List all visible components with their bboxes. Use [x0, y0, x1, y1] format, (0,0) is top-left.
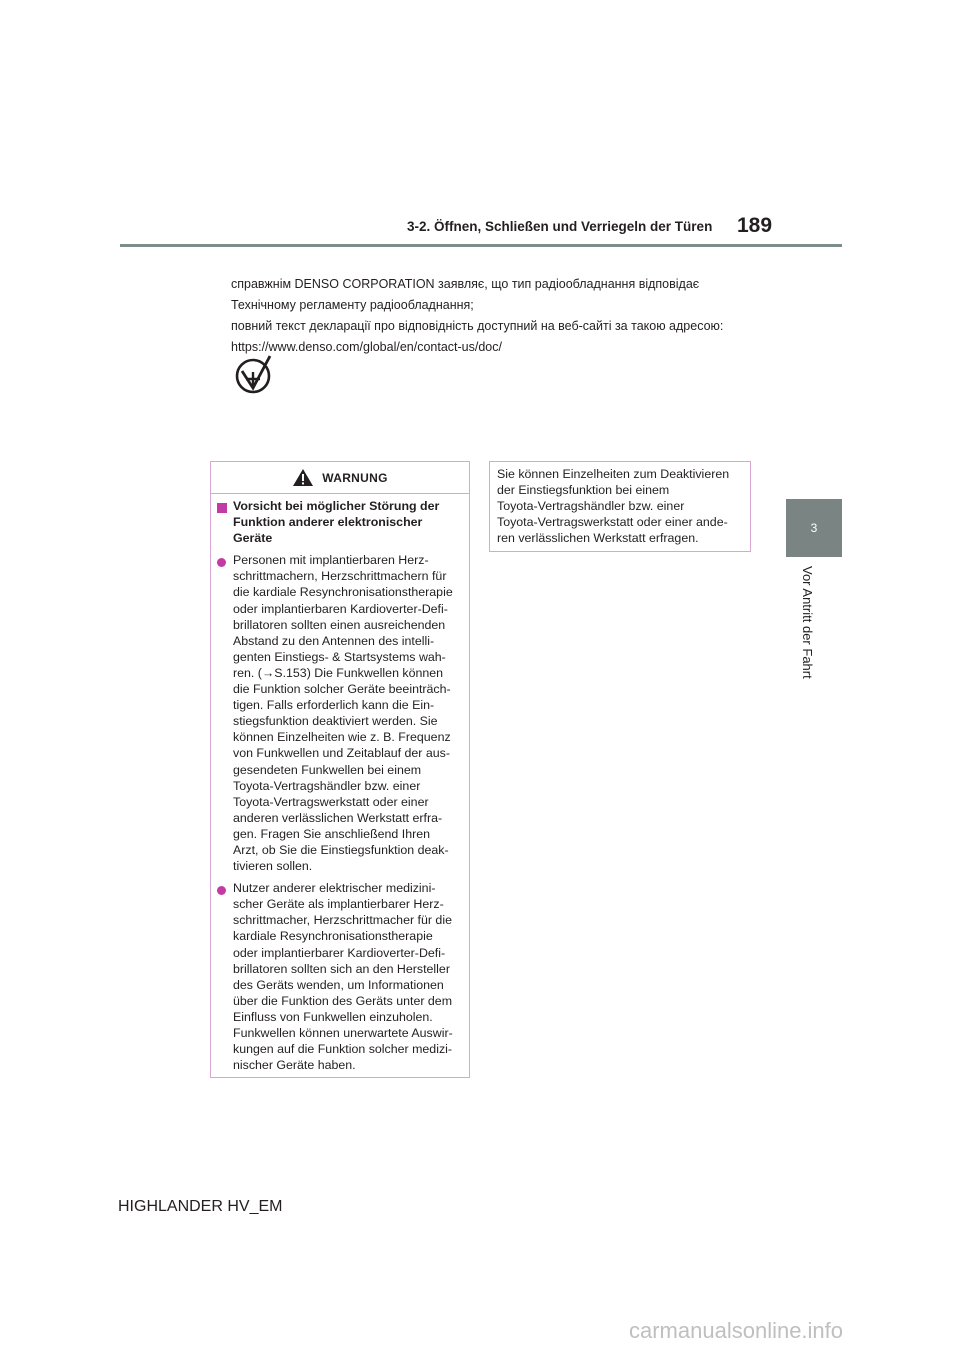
footer-model: HIGHLANDER HV_EM: [118, 1198, 283, 1215]
text-line: Funkwellen können unerwartete Auswir-: [233, 1026, 453, 1040]
text-line: des Geräts wenden, um Informationen: [233, 977, 444, 992]
header-rule: [120, 244, 842, 247]
text-line: gesendeten Funkwellen bei einem: [233, 762, 422, 777]
warning-heading-text: Vorsicht bei möglicher Störung der Funktion anderer elektronischer Geräte: [233, 499, 440, 546]
text-line: von Funkwellen und Zeitablauf der aus-: [233, 746, 450, 761]
warning-header: [211, 462, 469, 494]
declaration-line: Технічному регламенту радіообладнання;: [231, 298, 474, 312]
warning-title: WARNUNG: [322, 470, 388, 485]
chapter-title: Vor Antritt der Fahrt: [800, 566, 815, 679]
text-line: Toyota-Vertragshändler bzw. einer: [233, 778, 421, 793]
text-line: Einfluss von Funkwellen einzuholen.: [233, 1009, 433, 1024]
text-line: die Funktion solcher Geräte beeinträch-: [233, 682, 451, 697]
text-line: Toyota-Vertragswerkstatt oder einer: [233, 794, 429, 809]
page-number: 189: [737, 214, 773, 237]
text-line: scher Geräte als implantierbarer Herz-: [233, 897, 444, 912]
text-line: Arzt, ob Sie die Einstiegsfunktion deak-: [233, 842, 449, 857]
declaration-line: справжнім DENSO CORPORATION заявляє, що тип радіообладнання відповідає: [231, 277, 700, 291]
text-line: Abstand zu den Antennen des intelli-: [233, 633, 435, 648]
text-line: genten Einstiegs- & Startsystems wah-: [233, 649, 446, 664]
text-line: tivieren sollen.: [233, 859, 313, 874]
text-line: schrittmacher, Herzschrittmacher für die: [233, 913, 452, 928]
text-line: können Einzelheiten wie z. B. Frequenz: [233, 730, 451, 745]
warning-bullet-text: [233, 552, 453, 874]
text-line: ren verlässlichen Werkstatt erfragen.: [497, 531, 699, 546]
warning-triangle-icon: [292, 468, 314, 487]
text-line: Sie können Einzelheiten zum Deaktivieren: [497, 467, 730, 481]
text-line: kardiale Resynchronisationstherapie: [233, 929, 433, 944]
text-line: Toyota-Vertragshändler bzw. einer: [497, 499, 685, 514]
text-line: die kardiale Resynchronisationstherapie: [233, 585, 453, 600]
text-line: Personen mit implantierbaren Herz-: [233, 553, 429, 568]
declaration-line: повний текст декларації про відповідність доступний на веб-сайті за такою адресою:: [231, 319, 724, 333]
text-line: anderen verlässlichen Werkstatt erfra-: [233, 810, 443, 825]
header-section-title: 3-2. Öffnen, Schließen und Verriegeln der Türen: [407, 219, 713, 234]
note-box: [489, 461, 751, 552]
ukrsepro-conformity-icon: [234, 352, 276, 396]
warning-box: [210, 461, 470, 1078]
square-bullet-icon: [217, 503, 227, 513]
text-line: gen. Fragen Sie anschließend Ihren: [233, 826, 430, 841]
text-line: stiegsfunktion deaktiviert werden. Sie: [233, 714, 438, 729]
warning-heading: [217, 498, 461, 546]
text-line: oder implantierbarer Kardioverter-Defi-: [233, 945, 446, 960]
text-line: der Einstiegsfunktion bei einem: [497, 483, 670, 498]
text-line: brillatoren sollten sich an den Hersteller: [233, 961, 450, 976]
declaration-url: https://www.denso.com/global/en/contact-us/doc/: [231, 340, 502, 354]
text-line: brillatoren sollten einen ausreichenden: [233, 617, 446, 632]
ukraine-declaration: [231, 274, 771, 358]
text-line: schrittmachern, Herzschrittmachern für: [233, 569, 447, 584]
warning-bullet-text: [233, 880, 453, 1073]
text-line: ren. (→S.153) Die Funkwellen können: [233, 665, 444, 680]
text-line: Nutzer anderer elektrischer medizini-: [233, 881, 436, 896]
warning-bullet: [217, 880, 461, 1073]
round-bullet-icon: [217, 886, 226, 895]
watermark: carmanualsonline.info: [629, 1318, 844, 1343]
chapter-tab: 3: [786, 499, 842, 557]
text-line: nischer Geräte haben.: [233, 1058, 356, 1073]
warning-bullet: [217, 552, 461, 874]
text-line: oder implantierbaren Kardioverter-Defi-: [233, 601, 448, 616]
text-line: Toyota-Vertragswerkstatt oder einer ande-: [497, 515, 728, 530]
text-line: über die Funktion des Geräts unter dem: [233, 993, 453, 1008]
round-bullet-icon: [217, 558, 226, 567]
text-line: tigen. Falls erforderlich kann die Ein-: [233, 698, 435, 713]
text-line: kungen auf die Funktion solcher medizi-: [233, 1042, 453, 1057]
